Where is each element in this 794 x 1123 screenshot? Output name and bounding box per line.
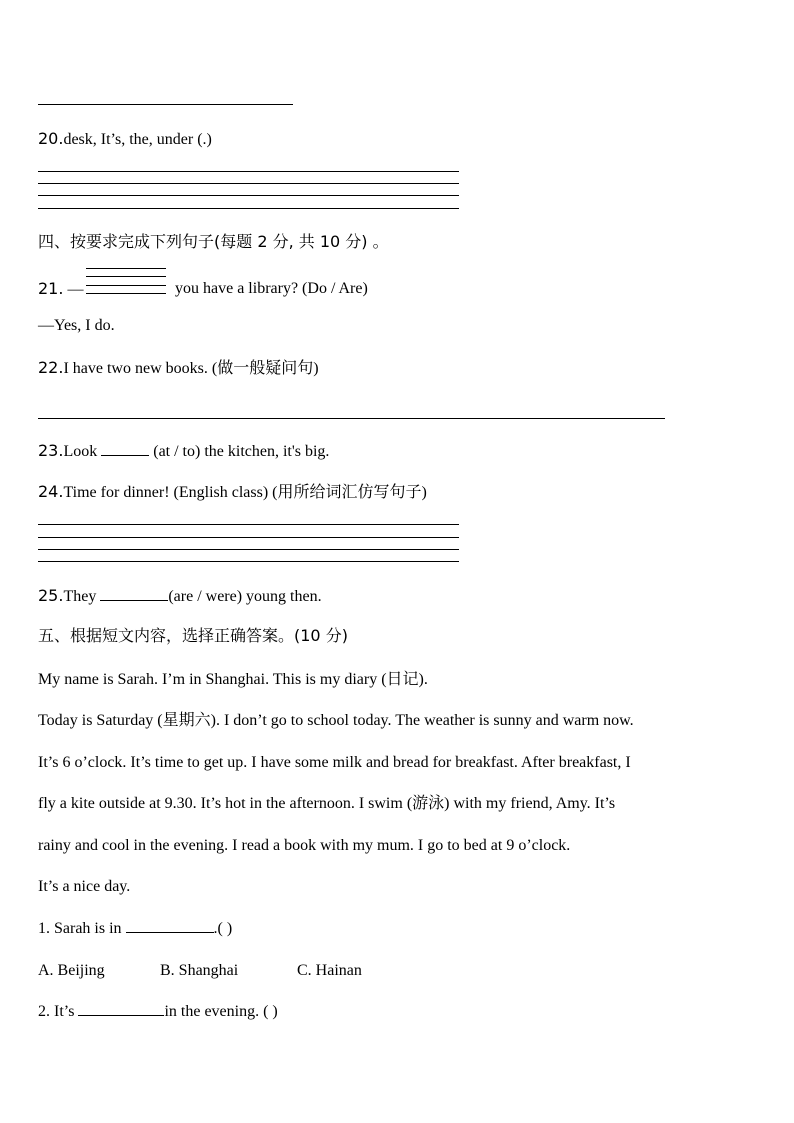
passage-line-1: My name is Sarah. I’m in Shanghai. This is my diary (日记).: [38, 671, 428, 688]
question-text-before: They: [63, 588, 97, 605]
four-line-row: [38, 561, 459, 562]
passage-line-4: fly a kite outside at 9.30. It’s hot in the afternoon. I swim (游泳) with my friend, Amy. It’s: [38, 795, 616, 812]
question-text: desk, It’s, the, under (.): [63, 131, 212, 148]
four-line-row: [38, 171, 459, 172]
question-stem-before: 1. Sarah is in: [38, 920, 122, 937]
fill-blank[interactable]: [100, 599, 168, 601]
four-line-row: [38, 195, 459, 196]
four-line-row: [38, 524, 459, 525]
question-number: 22.: [38, 358, 64, 377]
question-text: Time for dinner! (English class) (用所给词汇仿写句子): [63, 484, 427, 501]
four-line-row: [38, 549, 459, 550]
question-text: I have two new books. (做一般疑问句): [63, 360, 319, 377]
question-number: 25.: [38, 586, 64, 605]
four-line-row: [86, 293, 166, 294]
four-line-row: [38, 208, 459, 209]
question-23: [38, 443, 329, 460]
question-text-after: (at / to) the kitchen, it's big.: [153, 443, 330, 460]
fill-blank[interactable]: [101, 454, 149, 456]
passage-line-5: rainy and cool in the evening. I read a book with my mum. I go to bed at 9 o’clock.: [38, 837, 571, 854]
option-c[interactable]: C. Hainan: [297, 962, 362, 979]
question-20: [38, 131, 212, 148]
mc-question-2: [38, 1004, 278, 1020]
mc-question-1: [38, 921, 232, 937]
section-5-heading: 五、根据短文内容，选择正确答案。(10 分): [38, 626, 348, 645]
four-line-row: [86, 268, 166, 269]
question-22: [38, 360, 319, 377]
option-b[interactable]: B. Shanghai: [160, 962, 239, 979]
answer-line-q22[interactable]: [38, 418, 665, 419]
question-number: 23.: [38, 441, 64, 460]
question-number: 21.: [38, 279, 64, 298]
question-21-text: you have a library? (Do / Are): [175, 280, 368, 297]
question-stem-after: in the evening. ( ): [164, 1003, 278, 1020]
question-number: 20.: [38, 129, 64, 148]
question-24: [38, 484, 427, 501]
fill-blank[interactable]: [126, 931, 214, 933]
passage-line-2: Today is Saturday (星期六). I don’t go to school today. The weather is sunny and warm now.: [38, 712, 634, 729]
section-4-heading: 四、按要求完成下列句子(每题 2 分, 共 10 分) 。: [38, 232, 389, 251]
question-25: [38, 588, 322, 605]
answer-line-q19[interactable]: [38, 104, 293, 105]
question-text-after: (are / were) young then.: [168, 588, 322, 605]
four-line-row: [38, 537, 459, 538]
question-21-answer: —Yes, I do.: [38, 317, 115, 334]
question-text-before: Look: [63, 443, 98, 460]
four-line-row: [86, 276, 166, 277]
question-number: 24.: [38, 482, 64, 501]
passage-line-3: It’s 6 o’clock. It’s time to get up. I have some milk and bread for breakfast. After breakfast, I: [38, 754, 631, 771]
passage-line-6: It’s a nice day.: [38, 878, 131, 895]
question-21: [38, 281, 83, 298]
dash: —: [67, 281, 84, 298]
option-a[interactable]: A. Beijing: [38, 962, 105, 979]
four-line-row: [38, 183, 459, 184]
question-stem-before: 2. It’s: [38, 1003, 75, 1020]
fill-blank[interactable]: [78, 1014, 164, 1016]
four-line-row: [86, 285, 166, 286]
question-stem-after: .( ): [213, 920, 233, 937]
